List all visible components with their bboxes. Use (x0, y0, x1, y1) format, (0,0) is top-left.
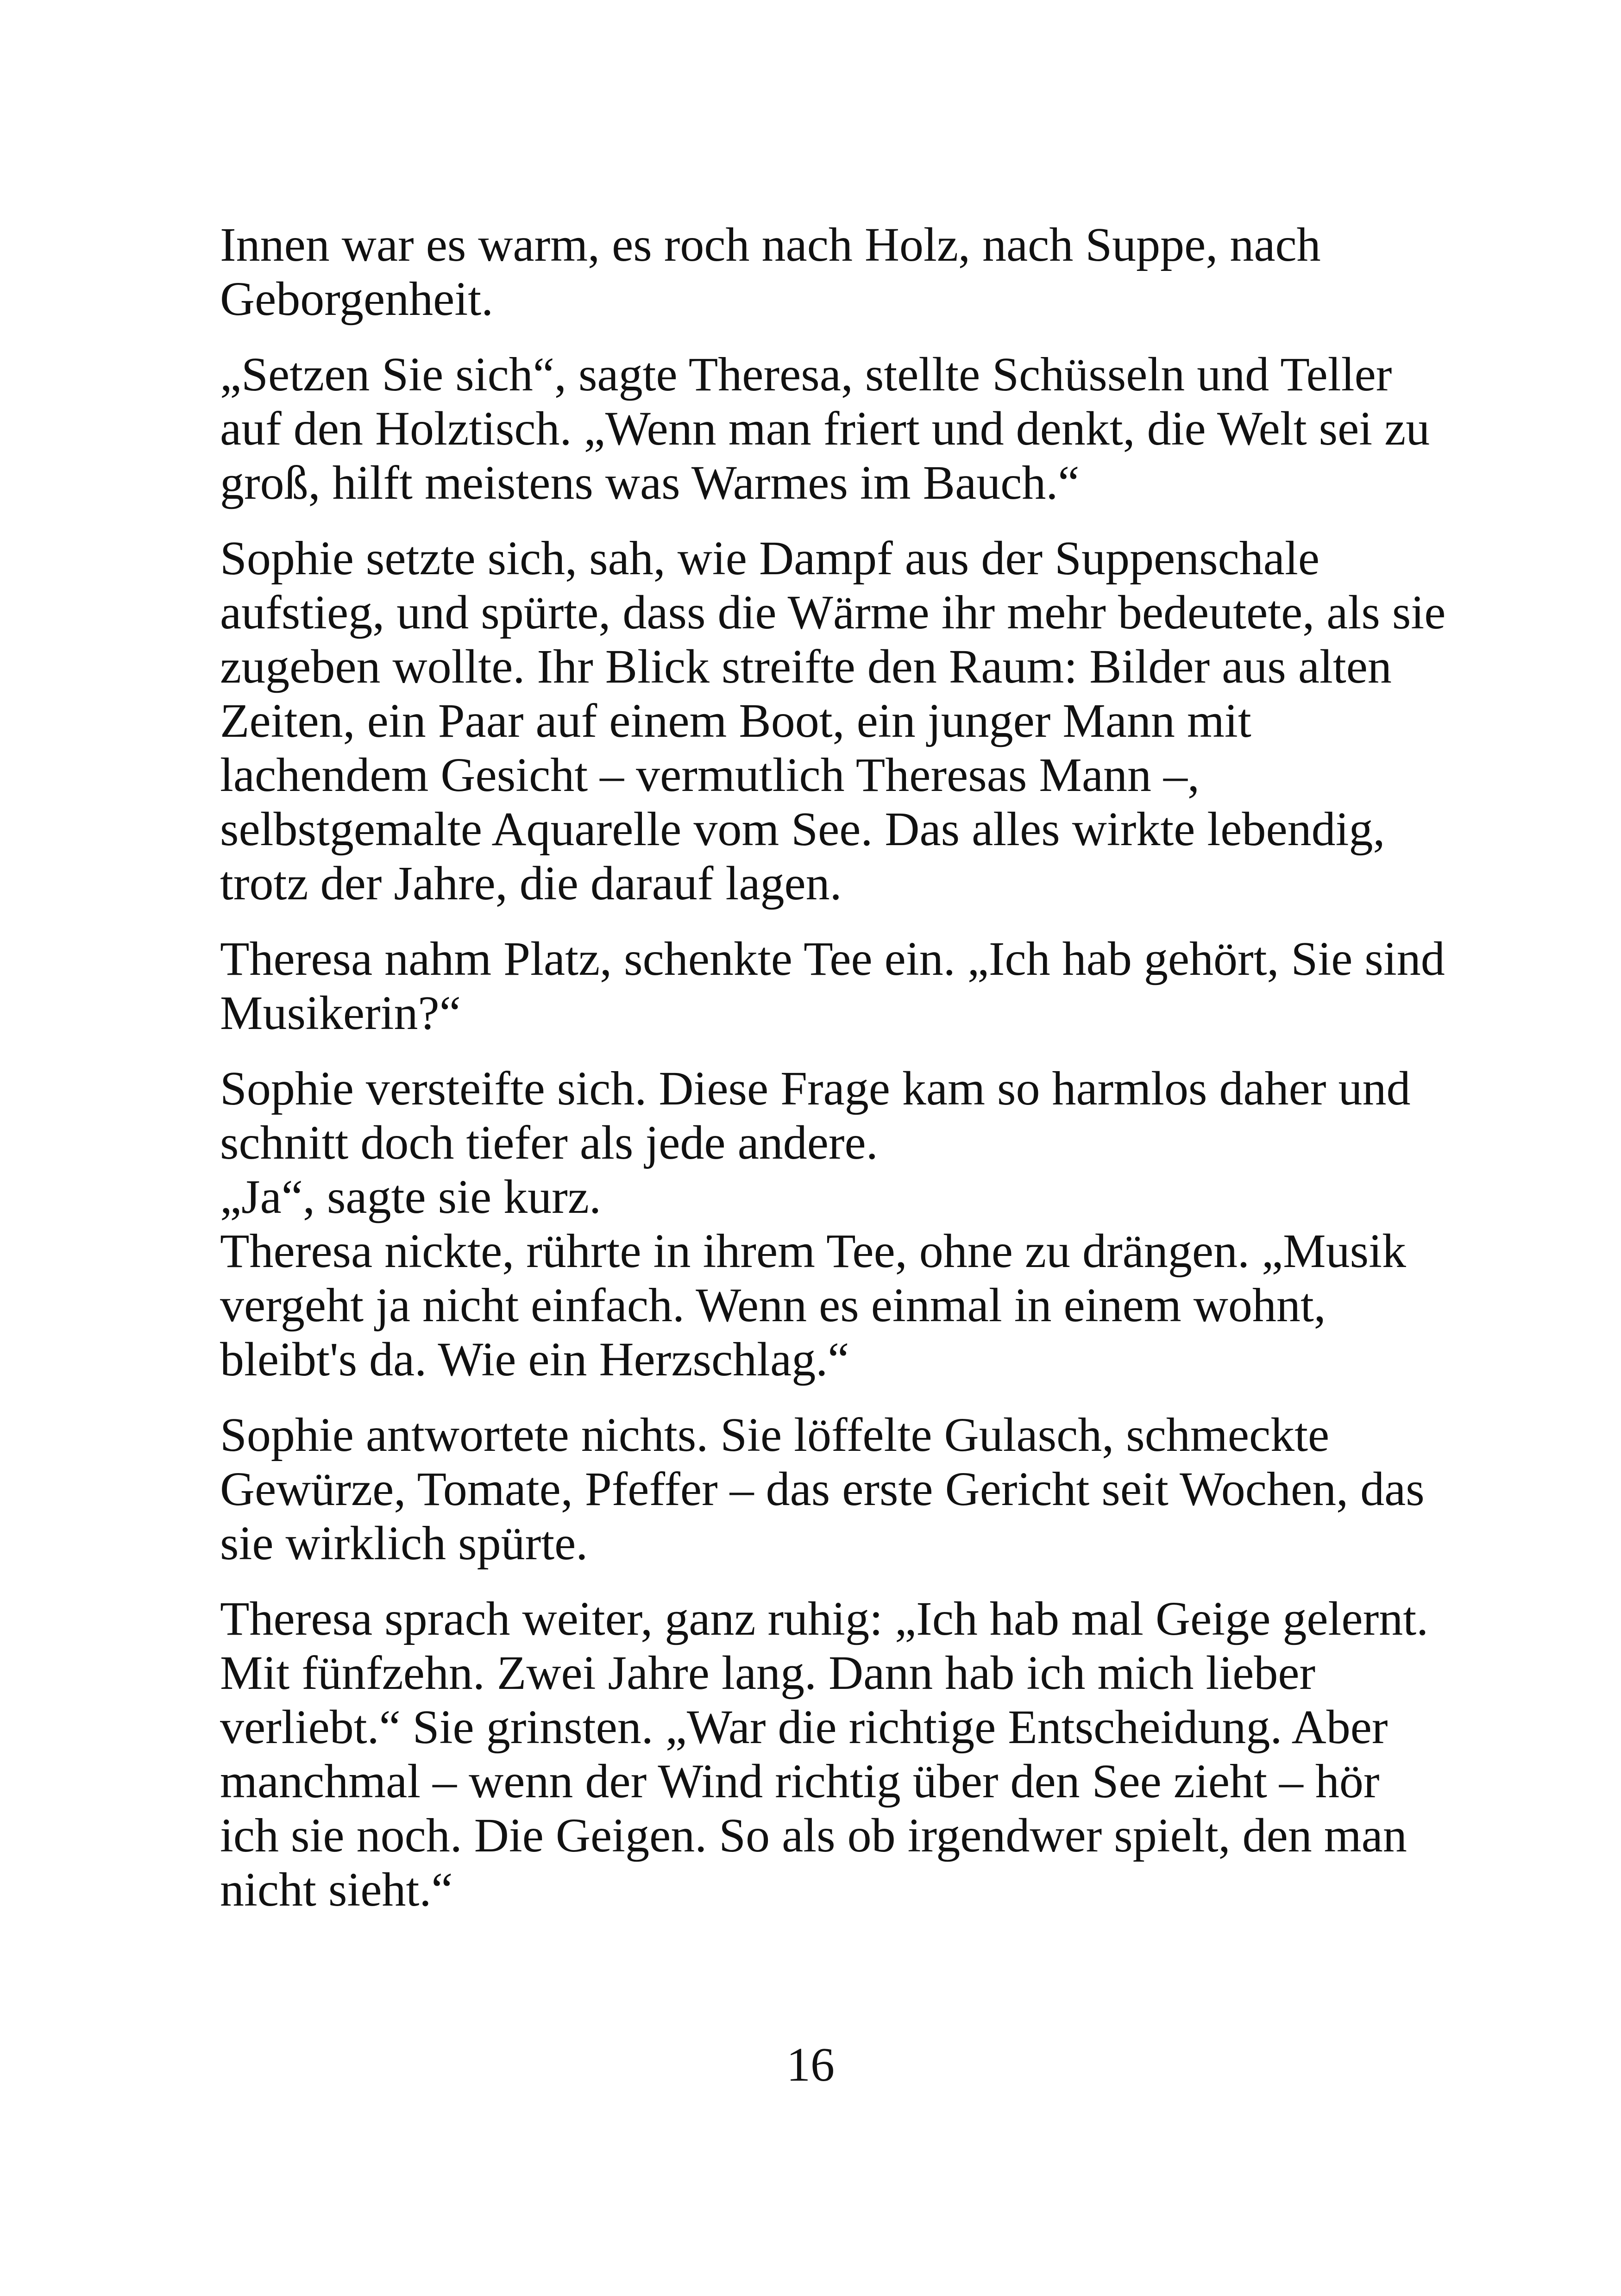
paragraph-5: Sophie versteifte sich. Diese Frage kam so harmlos daher und schnitt doch tiefer als jede andere. „Ja“, sagte sie kurz. Theresa nickte, rührte in ihrem Tee, ohne zu drängen. „Musik vergeht ja nicht einfach. Wenn es einmal in einem wohnt, bleibt's da. Wie ein Herzschlag.“ (220, 1062, 1411, 1386)
paragraph-4: Theresa nahm Platz, schenkte Tee ein. „Ich hab gehört, Sie sind Musikerin?“ (220, 932, 1445, 1040)
paragraph-2: „Setzen Sie sich“, sagte Theresa, stellte Schüsseln und Teller auf den Holztisch. „Wenn man friert und denkt, die Welt sei zu groß, hilft meistens was Warmes im Bauch.“ (220, 348, 1430, 509)
body-text (220, 218, 1452, 1917)
paragraph-1: Innen war es warm, es roch nach Holz, nach Suppe, nach Geborgenheit. (220, 218, 1321, 326)
page-number: 16 (786, 2038, 835, 2091)
paragraph-3: Sophie setzte sich, sah, wie Dampf aus der Suppenschale aufstieg, und spürte, dass die Wärme ihr mehr bedeutete, als sie zugeben wollte. Ihr Blick streifte den Raum: Bilder aus alten Zeiten, ein Paar auf einem Boot, ein junger Mann mit lachendem Gesicht – vermutlich Theresas Mann –, selbstgemalte Aquarelle vom See. Das alles wirkte lebendig, trotz der Jahre, die darauf lagen. (220, 532, 1446, 910)
paragraph-7: Theresa sprach weiter, ganz ruhig: „Ich hab mal Geige gelernt. Mit fünfzehn. Zwei Jahre lang. Dann hab ich mich lieber verliebt.“ Sie grinsten. „War die richtige Entscheidung. Aber manchmal – wenn der Wind richtig über den See zieht – hör ich sie noch. Die Geigen. So als ob irgendwer spielt, den man nicht sieht.“ (220, 1592, 1429, 1916)
paragraph-6: Sophie antwortete nichts. Sie löffelte Gulasch, schmeckte Gewürze, Tomate, Pfeffer – das erste Gericht seit Wochen, das sie wirklich spürte. (220, 1408, 1425, 1570)
